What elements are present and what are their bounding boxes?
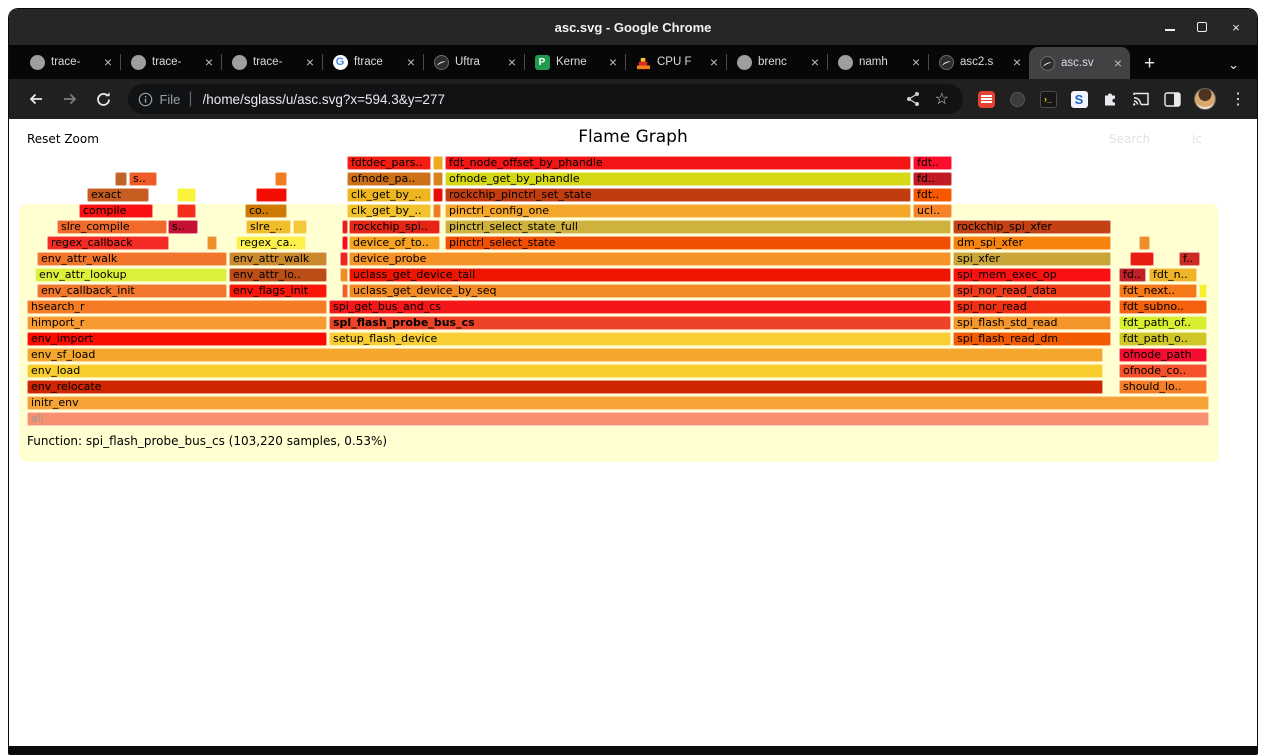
flame-frame-s-[interactable]: s.. <box>129 172 157 186</box>
extension-dark-icon[interactable] <box>1008 90 1026 108</box>
flame-frame-env-attr-lo-[interactable]: env_attr_lo.. <box>229 268 327 282</box>
flame-frame[interactable] <box>293 220 307 234</box>
tab-label: brenc <box>758 56 787 68</box>
flame-frame-uclass-get-device-by-seq[interactable]: uclass_get_device_by_seq <box>349 284 951 298</box>
tab-close-icon[interactable]: × <box>507 54 516 70</box>
tab-close-icon[interactable]: × <box>1113 55 1122 71</box>
tab-asc-sv[interactable] <box>1029 47 1130 79</box>
tab-kerne[interactable] <box>524 45 625 79</box>
flame-frame-initr-env[interactable]: initr_env <box>27 396 1209 410</box>
globe-favicon-icon <box>1039 55 1055 71</box>
github-favicon-icon <box>736 54 752 70</box>
github-favicon-icon <box>29 54 45 70</box>
flame-frame-setup-flash-device[interactable]: setup_flash_device <box>329 332 951 346</box>
flame-frame-spi-get-bus-and-cs[interactable]: spi_get_bus_and_cs <box>329 300 951 314</box>
flame-frame-spl-flash-probe-bus-cs[interactable]: spl_flash_probe_bus_cs <box>329 316 951 330</box>
globe-favicon-icon <box>938 54 954 70</box>
flame-frame-pinctrl-select-state[interactable]: pinctrl_select_state <box>445 236 951 250</box>
share-icon[interactable] <box>905 91 921 107</box>
tab-strip <box>9 45 1257 79</box>
tab-label: Kerne <box>556 56 587 68</box>
flame-frame-hsearch-r[interactable]: hsearch_r <box>27 300 327 314</box>
close-icon[interactable]: × <box>1232 19 1240 35</box>
tab-cpu-f[interactable] <box>625 45 726 79</box>
github-favicon-icon <box>231 54 247 70</box>
tab-search-chevron-icon[interactable]: ⌄ <box>1228 57 1239 72</box>
tab-label: trace- <box>253 56 283 68</box>
tab-label: asc.sv <box>1061 57 1094 69</box>
flame-frame-fdt-path-of-[interactable]: fdt_path_of.. <box>1119 316 1207 330</box>
flame-frame-s-[interactable]: s.. <box>168 220 198 234</box>
flame-frame-dm-spi-xfer[interactable]: dm_spi_xfer <box>953 236 1111 250</box>
flame-frame-env-attr-lookup[interactable]: env_attr_lookup <box>35 268 227 282</box>
flame-frame-fdt-n-[interactable]: fdt_n.. <box>1149 268 1197 282</box>
flame-frame-compile[interactable]: compile <box>79 204 153 218</box>
bookmark-star-icon[interactable]: ☆ <box>934 91 949 108</box>
flame-frame[interactable] <box>342 284 348 298</box>
tab-close-icon[interactable]: × <box>204 54 213 70</box>
github-favicon-icon <box>837 54 853 70</box>
flame-frame-fdt-subno-[interactable]: fdt_subno.. <box>1119 300 1207 314</box>
flame-frame[interactable] <box>1139 236 1150 250</box>
flame-frame-rockchip-spi-xfer[interactable]: rockchip_spi_xfer <box>953 220 1111 234</box>
flame-frame-env-attr-walk[interactable]: env_attr_walk <box>37 252 227 266</box>
flame-frame-fdt-node-offset-by-phandle[interactable]: fdt_node_offset_by_phandle <box>445 156 911 170</box>
flame-frame-regex-callback[interactable]: regex_callback <box>47 236 169 250</box>
cast-icon[interactable] <box>1132 90 1150 108</box>
flame-frame-exact[interactable]: exact <box>87 188 149 202</box>
flame-frame-fd-[interactable]: fd.. <box>1119 268 1146 282</box>
flame-frame-spi-mem-exec-op[interactable]: spi_mem_exec_op <box>953 268 1111 282</box>
flame-frame-ofnode-co-[interactable]: ofnode_co.. <box>1119 364 1207 378</box>
tab-asc2-s[interactable] <box>928 45 1029 79</box>
flame-frame-all[interactable]: all <box>27 412 1209 426</box>
flame-frame-rockchip-spi-[interactable]: rockchip_spi.. <box>349 220 440 234</box>
flame-frame[interactable] <box>340 268 348 282</box>
tab-uftra[interactable] <box>423 45 524 79</box>
github-favicon-icon <box>130 54 146 70</box>
flame-frame-fdt-[interactable]: fdt.. <box>913 188 952 202</box>
flame-frame-spi-flash-std-read[interactable]: spi_flash_std_read <box>953 316 1111 330</box>
search-button[interactable]: Search <box>1109 132 1151 146</box>
flame-frame-clk-get-by-[interactable]: clk_get_by_.. <box>347 188 431 202</box>
flame-frame-env-attr-walk[interactable]: env_attr_walk <box>229 252 327 266</box>
tab-label: trace- <box>51 56 81 68</box>
flame-frame[interactable] <box>177 204 196 218</box>
flame-frame[interactable] <box>340 252 348 266</box>
flame-frame[interactable] <box>433 204 441 218</box>
reset-zoom-button[interactable]: Reset Zoom <box>27 132 99 146</box>
flame-frame-spi-nor-read[interactable]: spi_nor_read <box>953 300 1111 314</box>
new-tab-button[interactable]: + <box>1144 53 1156 74</box>
flame-frame[interactable] <box>342 220 348 234</box>
flame-frame-env-callback-init[interactable]: env_callback_init <box>37 284 227 298</box>
flame-frame-ofnode-pa-[interactable]: ofnode_pa.. <box>347 172 431 186</box>
flame-frame-ofnode-path[interactable]: ofnode_path <box>1119 348 1207 362</box>
back-icon[interactable] <box>22 85 50 113</box>
flame-frame-slre-[interactable]: slre_.. <box>246 220 291 234</box>
flame-frame[interactable] <box>177 188 196 202</box>
tab-close-icon[interactable]: × <box>608 54 617 70</box>
flame-frame-env-sf-load[interactable]: env_sf_load <box>27 348 1103 362</box>
title-bar[interactable] <box>9 9 1257 45</box>
tab-label: CPU F <box>657 56 692 68</box>
flamegraph-status-text: Function: spi_flash_probe_bus_cs (103,220 samples, 0.53%) <box>27 434 388 448</box>
toolbar <box>9 79 1257 119</box>
maximize-icon[interactable] <box>1197 22 1207 32</box>
profile-avatar[interactable] <box>1194 88 1216 110</box>
flame-frame-fdtdec-pars-[interactable]: fdtdec_pars.. <box>347 156 431 170</box>
flame-frame[interactable] <box>256 188 287 202</box>
url-text[interactable]: /home/sglass/u/asc.svg?x=594.3&y=277 <box>202 91 445 107</box>
tab-close-icon[interactable]: × <box>305 54 314 70</box>
flame-frame-should-lo-[interactable]: should_lo.. <box>1119 380 1207 394</box>
tab-label: namh <box>859 56 888 68</box>
tab-ftrace[interactable] <box>322 45 423 79</box>
flame-frame-device-probe[interactable]: device_probe <box>349 252 951 266</box>
flame-frame-fd-[interactable]: fd.. <box>913 172 952 186</box>
globe-favicon-icon <box>433 54 449 70</box>
window-controls <box>1165 9 1243 45</box>
extension-todoist-icon[interactable] <box>977 90 995 108</box>
extension-terminal-icon[interactable]: ›_ <box>1039 90 1057 108</box>
flamegraph-favicon-icon <box>635 54 651 70</box>
flame-frame[interactable] <box>433 188 443 202</box>
address-bar[interactable] <box>128 84 963 114</box>
flame-frame-env-import[interactable]: env_import <box>27 332 327 346</box>
flame-frame-co-[interactable]: co.. <box>245 204 287 218</box>
forward-icon[interactable] <box>56 85 84 113</box>
flame-frame-spi-flash-read-dm[interactable]: spi_flash_read_dm <box>953 332 1111 346</box>
flamegraph-title: Flame Graph <box>578 127 688 147</box>
flame-frame-env-relocate[interactable]: env_relocate <box>27 380 1103 394</box>
tab-close-icon[interactable]: × <box>103 54 112 70</box>
flame-frame[interactable] <box>433 156 443 170</box>
browser-window <box>8 8 1258 755</box>
tab-close-icon[interactable]: × <box>1012 54 1021 70</box>
flame-frame-env-flags-init[interactable]: env_flags_init <box>229 284 327 298</box>
flame-frame[interactable] <box>115 172 127 186</box>
tab-trace-[interactable] <box>19 45 120 79</box>
flame-frame[interactable] <box>207 236 217 250</box>
tab-trace-[interactable] <box>120 45 221 79</box>
flame-frame-rockchip-pinctrl-set-state[interactable]: rockchip_pinctrl_set_state <box>445 188 911 202</box>
flame-frame-f-[interactable]: f.. <box>1179 252 1200 266</box>
flame-frame-regex-ca-[interactable]: regex_ca.. <box>236 236 306 250</box>
tab-close-icon[interactable]: × <box>709 54 718 70</box>
flame-frame[interactable] <box>275 172 287 186</box>
flame-frame-himport-r[interactable]: himport_r <box>27 316 327 330</box>
flame-frame-device-of-to-[interactable]: device_of_to.. <box>349 236 440 250</box>
flame-frame-pinctrl-select-state-full[interactable]: pinctrl_select_state_full <box>445 220 951 234</box>
file-scheme-chip: File <box>159 91 181 107</box>
tab-label: Uftra <box>455 56 480 68</box>
extensions-puzzle-icon[interactable] <box>1101 90 1119 108</box>
flame-frame-uclass-get-device-tail[interactable]: uclass_get_device_tail <box>349 268 951 282</box>
flame-frame-pinctrl-config-one[interactable]: pinctrl_config_one <box>445 204 911 218</box>
google-favicon-icon: G <box>332 54 348 70</box>
flame-frame[interactable] <box>433 172 443 186</box>
flame-frame[interactable] <box>1199 284 1207 298</box>
flame-frame[interactable] <box>1130 252 1154 266</box>
flame-frame[interactable] <box>342 236 348 250</box>
flame-frame-fdt-next-[interactable]: fdt_next.. <box>1119 284 1197 298</box>
flame-frame-fdt-path-o-[interactable]: fdt_path_o.. <box>1119 332 1207 346</box>
tab-close-icon[interactable]: × <box>406 54 415 70</box>
flame-frame-spi-xfer[interactable]: spi_xfer <box>953 252 1111 266</box>
flame-frame-slre-compile[interactable]: slre_compile <box>57 220 167 234</box>
window-title: asc.svg - Google Chrome <box>554 19 712 35</box>
flame-frame-fdt-[interactable]: fdt.. <box>913 156 952 170</box>
ignore-case-toggle[interactable]: ic <box>1192 132 1202 146</box>
tab-brenc[interactable] <box>726 45 827 79</box>
flame-frame-ucl-[interactable]: ucl.. <box>913 204 952 218</box>
extension-s-icon[interactable]: S <box>1070 90 1088 108</box>
green-p-favicon-icon: P <box>534 54 550 70</box>
menu-dots-icon[interactable]: ⋮ <box>1230 91 1246 108</box>
tab-label: trace- <box>152 56 182 68</box>
tab-trace-[interactable] <box>221 45 322 79</box>
flame-frame-ofnode-get-by-phandle[interactable]: ofnode_get_by_phandle <box>445 172 911 186</box>
tab-label: asc2.s <box>960 56 994 68</box>
minimize-icon[interactable] <box>1165 23 1175 31</box>
page-content <box>9 119 1257 747</box>
extensions-strip <box>977 88 1247 110</box>
flame-frame-env-load[interactable]: env_load <box>27 364 1103 378</box>
info-icon[interactable] <box>138 92 153 107</box>
tab-label: ftrace <box>354 56 383 68</box>
tab-close-icon[interactable]: × <box>810 54 819 70</box>
flame-frame-clk-get-by-[interactable]: clk_get_by_.. <box>347 204 431 218</box>
reload-icon[interactable] <box>90 85 118 113</box>
tab-close-icon[interactable]: × <box>911 54 920 70</box>
omnibox-separator: | <box>188 90 193 107</box>
tab-namh[interactable] <box>827 45 928 79</box>
side-panel-icon[interactable] <box>1163 90 1181 108</box>
flame-frame-spi-nor-read-data[interactable]: spi_nor_read_data <box>953 284 1111 298</box>
